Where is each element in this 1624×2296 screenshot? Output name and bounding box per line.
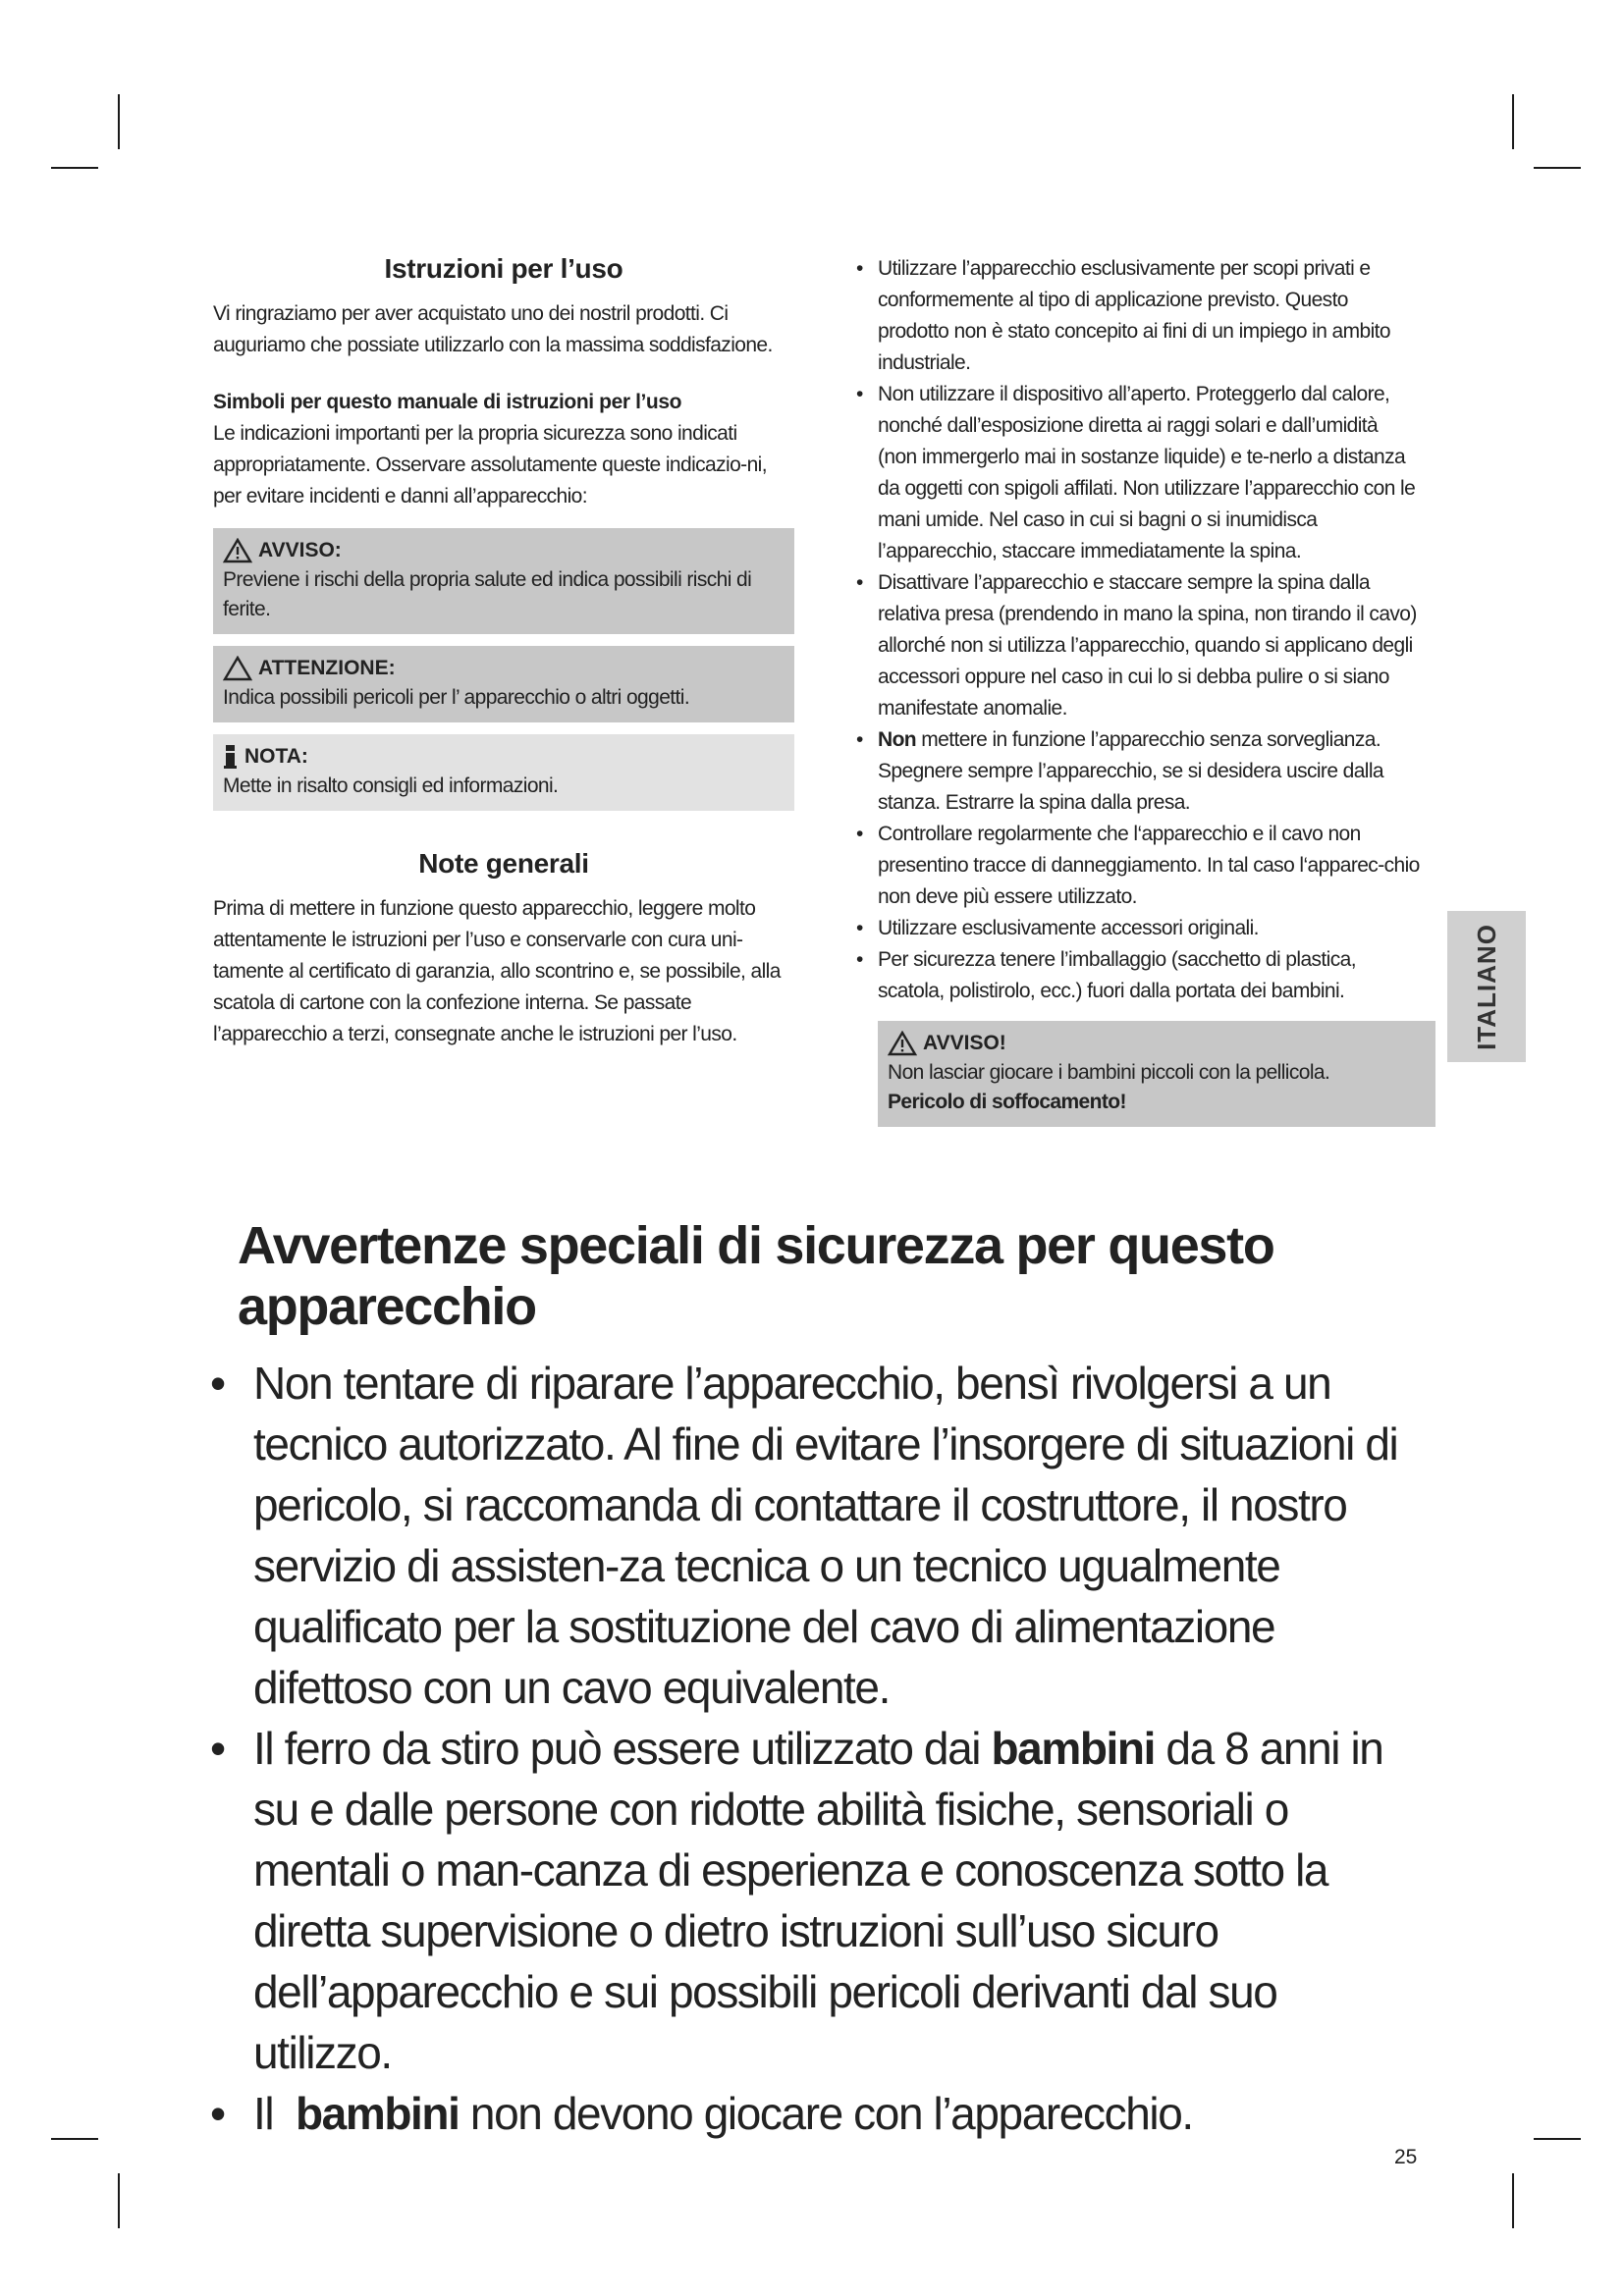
- list-item: • Il bambini non devono giocare con l’apparecchio.: [210, 2088, 1193, 2139]
- language-tab-label: ITALIANO: [1471, 923, 1501, 1050]
- page-number: 25: [1394, 2146, 1418, 2168]
- warning-triangle-icon: [888, 1031, 917, 1056]
- list-item: • Il ferro da stiro può essere utilizzato dai bambini da 8 anni in su e dalle persone con ridotte abilità fisiche, sensoriali o mentali o man-canza di esperienza e conoscenza sotto la diretta supervisione o dietro istruzioni sull’uso sicuro dell’apparecchio e sui possibili pericoli derivanti dal suo utilizzo.: [210, 1723, 1383, 2078]
- packaging-warning-text: Non lasciar giocare i bambini piccoli con la pellicola.: [888, 1061, 1330, 1084]
- note-notice: [213, 734, 794, 811]
- crop-mark-bottom-left-horizontal: [51, 2138, 98, 2140]
- list-item: • Non utilizzare il dispositivo all’aperto. Proteggerlo dal calore, nonché dall’esposizione diretta ai raggi solari e dall’umidità (non immergerlo mai in sostanze liquide) e te-nerlo a distanza da oggetti con spigoli affilati. Non utilizzare l’apparecchio con le mani umide. Nel caso in cui si bagni o si inumidisca l’apparecchio, staccare immediatamente la spina.: [856, 383, 1416, 562]
- caution-label: ATTENZIONE:: [258, 657, 396, 679]
- general-notes-title: Note generali: [418, 848, 589, 879]
- list-item: • Non tentare di riparare l’apparecchio, bensì rivolgersi a un tecnico autorizzato. Al fine di evitare l’insorgere di situazioni di pericolo, si raccomanda di contattare il costruttore, il nostro servizio di assisten-za tecnica o un tecnico ugualmente qualificato per la sostituzione del cavo di alimentazione difettoso con un cavo equivalente.: [210, 1358, 1398, 1713]
- special-safety-title: Avvertenze speciali di sicurezza per questo apparecchio: [238, 1216, 1274, 1336]
- symbols-text: Le indicazioni importanti per la propria sicurezza sono indicati appropriatamente. Osservare assolutamente queste indicazio-ni, per evitare incidenti e danni all’apparecchio:: [213, 422, 767, 507]
- list-item: • Utilizzare esclusivamente accessori originali.: [856, 917, 1259, 939]
- packaging-warning-bold: Pericolo di soffocamento!: [888, 1091, 1126, 1113]
- list-item: • Non mettere in funzione l’apparecchio senza sorveglianza. Spegnere sempre l’apparecchio, se si desidera uscire dalla stanza. Estrarre la spina dalla presa.: [856, 728, 1384, 814]
- list-item: • Utilizzare l’apparecchio esclusivamente per scopi privati e conformemente al tipo di applicazione previsto. Questo prodotto non è stato concepito ai fini di un impiego in ambito industriale.: [856, 257, 1390, 374]
- caution-notice: [213, 646, 794, 722]
- crop-mark-bottom-right-horizontal: [1534, 2138, 1581, 2140]
- special-safety-section: [206, 1215, 1424, 2144]
- crop-mark-bottom-left-vertical: [118, 2173, 120, 2228]
- warning-notice: [213, 528, 794, 634]
- right-column: [835, 253, 1420, 1127]
- warning-triangle-icon: [223, 538, 252, 563]
- crop-mark-top-right-vertical: [1512, 94, 1514, 149]
- list-item: • Disattivare l’apparecchio e staccare sempre la spina dalla relativa presa (prendendo in mano la spina, non tirando il cavo) allorché non si utilizza l’apparecchio, quando si applicano degli accessori oppure nel caso in cui lo si debba pulire o si siano manifestate anomalie.: [856, 571, 1417, 720]
- instructions-intro: Vi ringraziamo per aver acquistato uno dei nostril prodotti. Ci auguriamo che possiate utilizzarlo con la massima soddisfazione.: [213, 302, 773, 356]
- crop-mark-top-right-horizontal: [1534, 167, 1581, 169]
- crop-mark-top-left-vertical: [118, 94, 120, 149]
- language-tab: [1447, 911, 1526, 1062]
- special-safety-list: [206, 1353, 1424, 2144]
- crop-mark-bottom-right-vertical: [1512, 2173, 1514, 2228]
- packaging-warning-label: AVVISO!: [923, 1032, 1006, 1054]
- general-rules-list: [835, 253, 1420, 1007]
- left-column: [213, 253, 794, 1050]
- warning-text: Previene i rischi della propria salute ed indica possibili rischi di ferite.: [223, 568, 752, 620]
- caution-text: Indica possibili pericoli per l’ apparecchio o altri oggetti.: [223, 686, 690, 709]
- caution-triangle-icon: [223, 656, 252, 681]
- general-notes-text: Prima di mettere in funzione questo apparecchio, leggere molto attentamente le istruzioni per l’uso e conservarle con cura uni-tamente al certificato di garanzia, allo scontrino e, se possibile, alla scatola di cartone con la confezione interna. Se passate l’apparecchio a terzi, consegnate anche le istruzioni per l’uso.: [213, 897, 781, 1045]
- crop-mark-top-left-horizontal: [51, 167, 98, 169]
- packaging-warning-notice: [878, 1021, 1435, 1127]
- instructions-title: Istruzioni per l’uso: [384, 253, 623, 284]
- info-icon: [223, 744, 239, 770]
- symbols-heading: Simboli per questo manuale di istruzioni per l’uso: [213, 391, 682, 413]
- note-label: NOTA:: [244, 745, 308, 768]
- warning-label: AVVISO:: [258, 539, 342, 561]
- list-item: • Per sicurezza tenere l’imballaggio (sacchetto di plastica, scatola, polistirolo, ecc.) fuori dalla portata dei bambini.: [856, 948, 1356, 1002]
- list-item: • Controllare regolarmente che l‘apparecchio e il cavo non presentino tracce di danneggiamento. In tal caso l‘apparec-chio non deve più essere utilizzato.: [856, 823, 1420, 908]
- note-text: Mette in risalto consigli ed informazioni.: [223, 774, 559, 797]
